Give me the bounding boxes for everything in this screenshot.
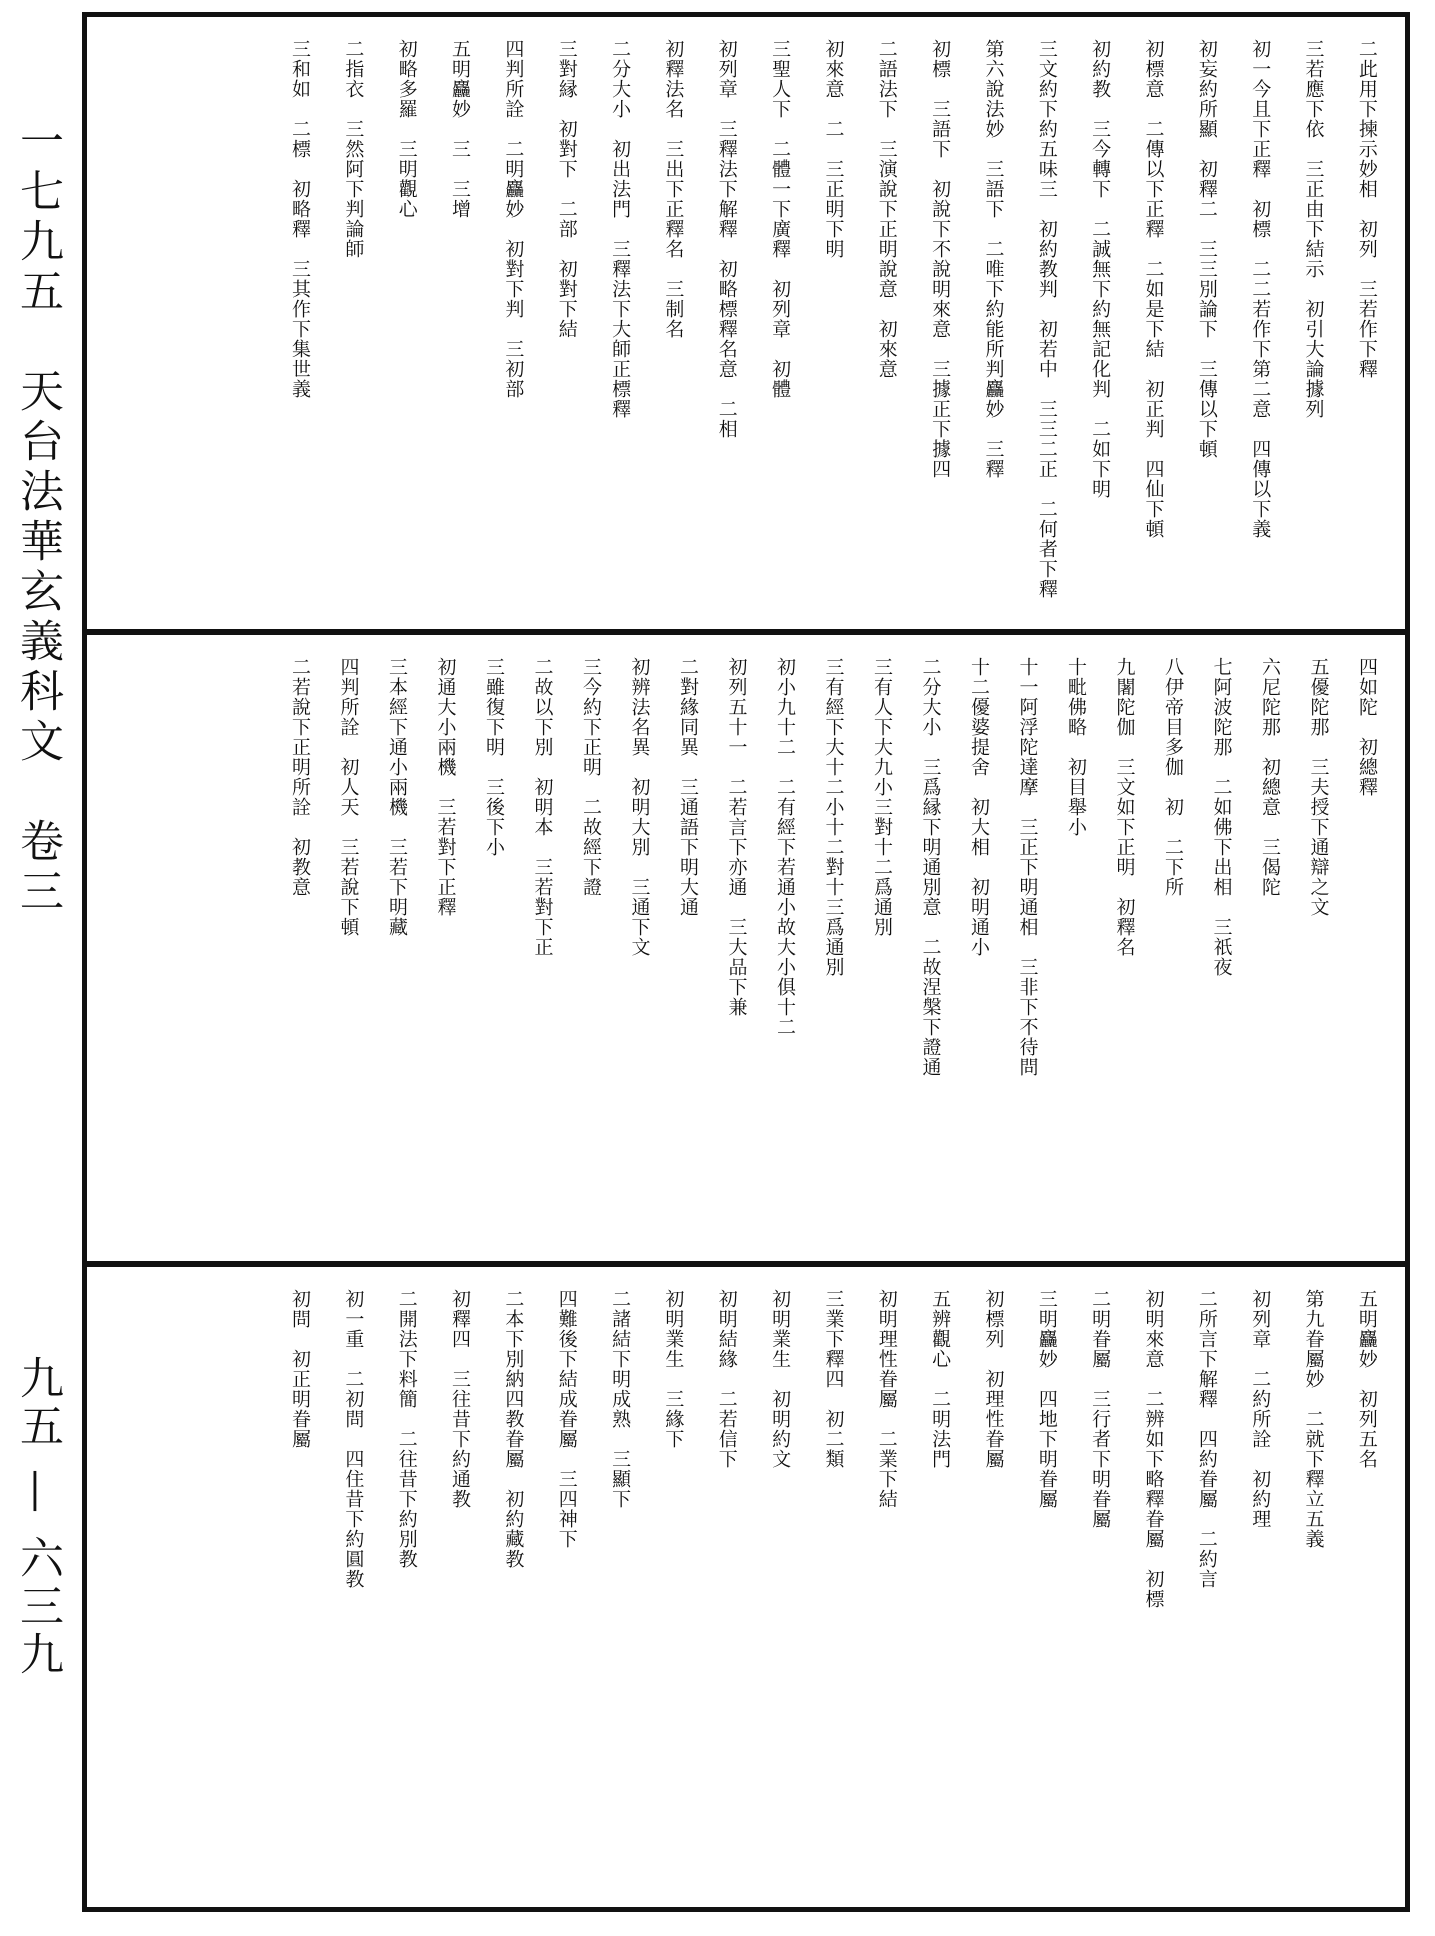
outline-column: 二分大小 初出法門 三釋法下大師正標釋 bbox=[609, 39, 632, 419]
outline-column: 三文約下約五味三 初約教判 初若中 三三二正 二何者下釋 bbox=[1035, 39, 1058, 599]
outline-column: 初妄約所顯 初釋二 三三別論下 三傳以下頓 bbox=[1195, 39, 1218, 459]
outline-column: 二對緣同異 三通語下明大通 bbox=[677, 657, 699, 917]
outline-column: 十毗佛略 初目舉小 bbox=[1065, 657, 1087, 837]
outline-column: 初通大小兩機 三若對下正釋 bbox=[434, 657, 457, 917]
register-middle bbox=[87, 635, 1405, 1267]
outline-column: 初標 三語下 初說下不說明來意 三據正下據四 bbox=[929, 39, 952, 479]
outline-column: 二語法下 三演說下正明說意 初來意 bbox=[875, 39, 898, 379]
outline-column: 初列五十一 二若言下亦通 三大品下兼 bbox=[725, 657, 748, 1017]
outline-column: 三業下釋四 初二類 bbox=[822, 1289, 845, 1469]
outline-column: 三本經下通小兩機 三若下明藏 bbox=[386, 657, 408, 937]
outline-column: 八伊帝目多伽 初 二下所 bbox=[1162, 657, 1184, 897]
outline-column: 五明麤妙 初列五名 bbox=[1355, 1289, 1378, 1469]
outline-column: 十一阿浮陀達摩 三正下明通相 三非下不待問 bbox=[1016, 657, 1039, 1077]
outline-column: 三聖人下 二體一下廣釋 初列章 初體 bbox=[769, 39, 792, 399]
register-top bbox=[87, 17, 1405, 635]
outline-column: 初列章 二約所詮 初約理 bbox=[1249, 1289, 1272, 1529]
outline-column: 初辨法名異 初明大別 三通下文 bbox=[628, 657, 651, 957]
outline-column: 初略多羅 三明觀心 bbox=[395, 39, 418, 219]
outline-column: 五優陀那 三夫授下通辯之文 bbox=[1307, 657, 1330, 917]
outline-column: 三明麤妙 四地下明眷屬 bbox=[1035, 1289, 1058, 1509]
outline-column: 二分大小 三爲縁下明通別意 二故涅槃下證通 bbox=[919, 657, 942, 1077]
outline-column: 十二優婆提舍 初大相 初明通小 bbox=[968, 657, 990, 957]
outline-column: 初標意 二傳以下正釋 二如是下結 初正判 四仙下頓 bbox=[1142, 39, 1165, 539]
outline-column: 二明眷屬 三行者下明眷屬 bbox=[1089, 1289, 1112, 1529]
outline-column: 初明業生 初明約文 bbox=[769, 1289, 792, 1469]
outline-column: 第六說法妙 三語下 二唯下約能所判麤妙 三釋 bbox=[982, 39, 1005, 479]
outline-column: 二開法下料簡 二往昔下約別教 bbox=[395, 1289, 418, 1569]
outline-column: 初小九十二 二有經下若通小故大小俱十二 bbox=[774, 657, 796, 1037]
outline-column: 初標列 初理性眷屬 bbox=[982, 1289, 1005, 1469]
outline-column: 初明理性眷屬 二業下結 bbox=[875, 1289, 898, 1509]
register-bottom bbox=[87, 1267, 1405, 1907]
page-number-margin: 九五 — 六三九 bbox=[12, 1355, 63, 1679]
book-title-margin: 一七九五 天台法華玄義科文 卷三 bbox=[12, 118, 63, 918]
outline-column: 二故以下別 初明本 三若對下正 bbox=[531, 657, 554, 957]
outline-column: 九闍陀伽 三文如下正明 初釋名 bbox=[1113, 657, 1136, 957]
outline-column: 初問 初正明眷屬 bbox=[289, 1289, 311, 1449]
outline-column: 四難後下結成眷屬 三四神下 bbox=[555, 1289, 578, 1549]
outline-column: 三和如 二標 初略釋 三其作下集世義 bbox=[289, 39, 311, 399]
outline-columns-top bbox=[287, 39, 1380, 607]
outline-column: 四判所詮 初人天 三若說下頓 bbox=[337, 657, 360, 937]
outline-column: 三有經下大十二小十二對十三爲通別 bbox=[822, 657, 845, 977]
outline-column: 三雖復下明 三後下小 bbox=[483, 657, 505, 857]
outline-column: 初約教 三今轉下 二誠無下約無記化判 二如下明 bbox=[1089, 39, 1112, 499]
outline-column: 二此用下揀示妙相 初列 三若作下釋 bbox=[1355, 39, 1378, 379]
outline-column: 第九眷屬妙 二就下釋立五義 bbox=[1302, 1289, 1325, 1549]
outline-column: 二所言下解釋 四約眷屬 二約言 bbox=[1195, 1289, 1218, 1589]
outline-column: 六尼陀那 初總意 三偈陀 bbox=[1259, 657, 1281, 897]
outline-column: 五明麤妙 三 三增 bbox=[449, 39, 472, 219]
outline-column: 二諸結下明成熟 三顯下 bbox=[609, 1289, 632, 1509]
outline-columns-middle bbox=[287, 657, 1380, 1239]
outline-column: 五辨觀心 二明法門 bbox=[929, 1289, 952, 1469]
outline-column: 初一今且下正釋 初標 二二若作下第二意 四傳以下義 bbox=[1249, 39, 1272, 539]
outline-column: 初明結緣 二若信下 bbox=[715, 1289, 738, 1469]
outline-column: 初釋法名 三出下正釋名 三制名 bbox=[662, 39, 685, 339]
outline-column: 四判所詮 二明麤妙 初對下判 三初部 bbox=[502, 39, 525, 399]
outline-column: 四如陀 初總釋 bbox=[1356, 657, 1378, 797]
outline-column: 三有人下大九小三對十二爲通別 bbox=[871, 657, 893, 937]
outline-column: 三對縁 初對下 二部 初對下結 bbox=[555, 39, 578, 339]
outline-column: 七阿波陀那 二如佛下出相 三祇夜 bbox=[1210, 657, 1233, 977]
outline-column: 三若應下依 三正由下結示 初引大論據列 bbox=[1302, 39, 1325, 419]
outline-column: 初明業生 三緣下 bbox=[662, 1289, 685, 1449]
outline-column: 初一重 二初問 四住昔下約圓教 bbox=[342, 1289, 365, 1589]
outline-column: 三今約下正明 二故經下證 bbox=[580, 657, 602, 897]
outline-column: 二指衣 三然阿下判論師 bbox=[342, 39, 365, 259]
outline-column: 二本下別納四教眷屬 初約藏教 bbox=[502, 1289, 525, 1569]
outline-column: 初列章 三釋法下解釋 初略標釋名意 二相 bbox=[715, 39, 738, 439]
outline-columns-bottom bbox=[287, 1289, 1380, 1885]
outline-column: 初來意 二 三正明下明 bbox=[822, 39, 845, 259]
outline-column: 初明來意 二辨如下略釋眷屬 初標 bbox=[1142, 1289, 1165, 1609]
outline-column: 二若說下正明所詮 初教意 bbox=[289, 657, 311, 897]
outline-column: 初釋四 三往昔下約通教 bbox=[449, 1289, 472, 1509]
